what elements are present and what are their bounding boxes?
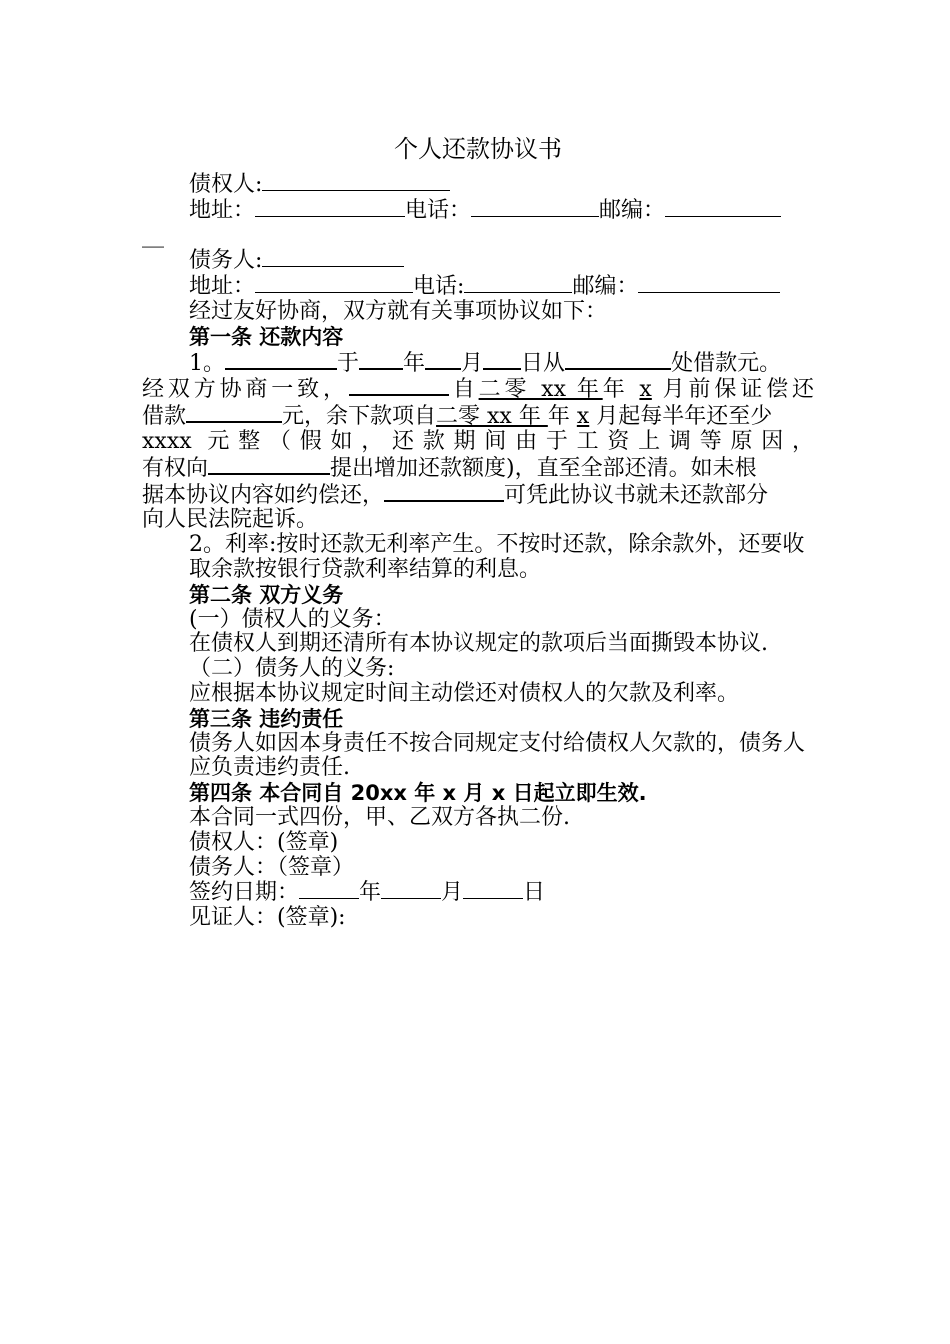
debtor-address-label: 地址： (189, 274, 256, 300)
copies-text: 本合同一式四份，甲、乙双方各执二份. (189, 804, 570, 830)
debtor-signature: 债务人：（签章） (189, 854, 355, 880)
sign-day-blank[interactable] (463, 880, 523, 899)
creditor-address-label: 地址： (189, 197, 256, 223)
text-l3-e: x (576, 404, 590, 430)
sign-year-blank[interactable] (299, 880, 359, 899)
text-l5-a: 有权向 (142, 455, 209, 481)
item1-number: 1。 (189, 350, 225, 376)
article3-text: 债务人如因本身责任不按合同规定支付给债权人欠款的，债务人应负责违约责任. (189, 730, 806, 781)
debtor-label: 债务人: (189, 248, 263, 274)
debtor-name-blank-1[interactable] (225, 350, 337, 370)
lender-blank[interactable] (565, 350, 671, 370)
text-l2-e: x (639, 377, 652, 403)
signing-date-line (142, 880, 814, 906)
debtor-zip-blank[interactable] (638, 274, 780, 293)
article1-item1-line3 (142, 403, 814, 430)
creditor-phone-blank[interactable] (471, 198, 599, 217)
signing-date-label: 签约日期： (189, 880, 300, 906)
sign-yue: 月 (441, 880, 464, 906)
text-l6-b: 可凭此协议书就未还款部分 (504, 482, 769, 508)
creditor-duty-label: (一）债权人的义务： (189, 606, 396, 632)
text-nian: 年 (403, 350, 426, 376)
text-l3-a: 借款 (142, 404, 187, 430)
party-blank-1[interactable] (208, 455, 330, 475)
text-ri-cong: 日从 (521, 350, 566, 376)
creditor-label: 债权人: (189, 172, 263, 197)
text-l6-a: 据本协议内容如约偿还， (142, 482, 385, 508)
creditor-zip-label: 邮编： (599, 197, 666, 223)
debtor-duty-label: （二）债务人的义务: (189, 656, 395, 682)
article1-item1-line7: 向人民法院起诉。 (142, 507, 319, 533)
creditor-duty-text: 在债权人到期还清所有本协议规定的款项后当面撕毁本协议. (189, 631, 768, 657)
sign-ri: 日 (523, 880, 546, 906)
article1-item2: 2。利率:按时还款无利率产生。不按时还款，除余款外，还要收取余款按银行贷款利率结算的利息。 (189, 532, 805, 582)
text-l2-b: 自 (448, 377, 479, 403)
creditor-contact-line (142, 198, 814, 224)
article1-item1-line5 (142, 455, 814, 482)
text-l3-f: 月起每半年还至少 (589, 404, 773, 430)
debtor-contact-line (142, 274, 814, 300)
debtor-line (142, 248, 814, 274)
text-l2-d: 年 (602, 377, 640, 403)
creditor-address-blank[interactable] (255, 198, 405, 217)
article1-heading: 第一条 还款内容 (189, 324, 344, 349)
text-l2-a: 经双方协商一致， (142, 377, 349, 403)
debtor-phone-label: 电话: (413, 274, 465, 300)
day-blank[interactable] (483, 350, 521, 370)
sign-month-blank[interactable] (381, 880, 441, 899)
article3-heading: 第三条 违约责任 (189, 706, 344, 731)
amount-blank-2[interactable] (186, 403, 282, 423)
debtor-zip-label: 邮编： (572, 274, 639, 300)
text-yue: 月 (461, 350, 484, 376)
document-title: 个人还款协议书 (394, 135, 562, 163)
agreement-body (142, 132, 814, 931)
article1-item1-line2 (142, 376, 814, 403)
text-borrow: 处借款元。 (671, 350, 782, 376)
debtor-phone-blank[interactable] (464, 274, 572, 293)
debtor-address-blank[interactable] (255, 274, 413, 293)
article1-item1-line4: xxxx 元整（假如，还款期间由于工资上调等原因， (142, 428, 814, 454)
article1-item1-line1 (142, 350, 814, 377)
party-blank-2[interactable] (384, 482, 504, 502)
text-l3-c: 二零 xx 年 (436, 404, 548, 430)
text-l2-f: 月前保证偿还 (651, 377, 814, 403)
amount-blank-1[interactable] (349, 376, 449, 396)
debtor-name-blank[interactable] (262, 248, 404, 267)
creditor-zip-wrap: __ (142, 222, 164, 248)
text-yu: 于 (337, 350, 360, 376)
intro-text: 经过友好协商，双方就有关事项协议如下： (189, 298, 608, 324)
creditor-zip-blank[interactable] (665, 198, 781, 217)
article2-heading: 第二条 双方义务 (189, 582, 344, 607)
creditor-signature: 债权人：(签章) (189, 829, 339, 855)
text-l5-b: 提出增加还款额度)，直至全部还清。如未根 (330, 455, 757, 481)
month-blank[interactable] (425, 350, 461, 370)
article4-heading: 第四条 本合同自 20xx 年 x 月 x 日起立即生效. (189, 781, 647, 806)
text-l3-b: 元，余下款项自 (282, 404, 437, 430)
creditor-phone-label: 电话： (405, 197, 472, 223)
witness-signature: 见证人：(签章): (189, 905, 346, 931)
creditor-name-blank[interactable] (262, 172, 450, 191)
sign-nian: 年 (359, 880, 382, 906)
text-l2-c: 二零 xx 年 (478, 377, 603, 403)
debtor-duty-text: 应根据本协议规定时间主动偿还对债权人的欠款及利率。 (189, 680, 740, 706)
creditor-line (142, 172, 814, 198)
year-blank[interactable] (359, 350, 403, 370)
text-l3-d: 年 (547, 404, 577, 430)
article1-item1-line6 (142, 482, 814, 509)
